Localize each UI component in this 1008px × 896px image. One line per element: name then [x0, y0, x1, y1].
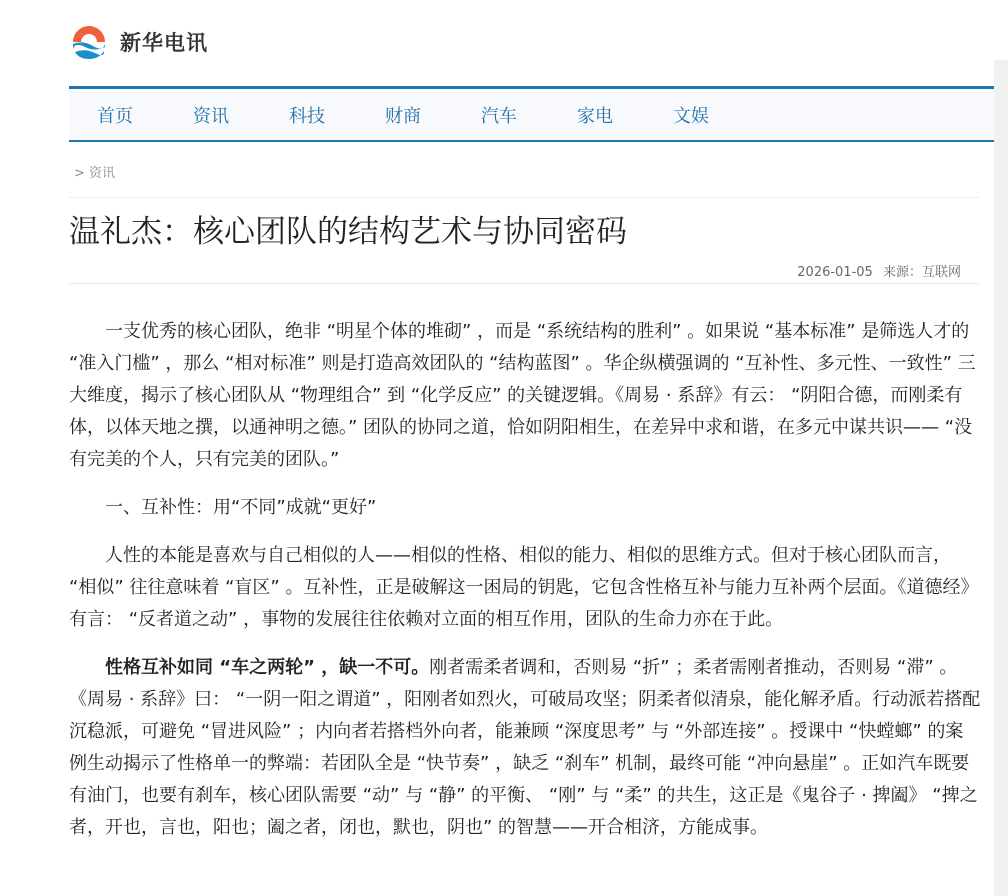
main-nav: [69, 86, 1008, 142]
logo-icon: [69, 22, 109, 62]
article-date: 2026-01-05: [797, 265, 873, 280]
breadcrumb-separator: >: [74, 166, 85, 181]
paragraph-text: 刚者需柔者调和，否则易 “折” ；柔者需刚者推动，否则易 “滞” 。《周易 · 系辞》曰： “一阴一阳之谓道” ，阳刚者如烈火，可破局攻坚；阴柔者似清泉，能化解矛盾。行动派若搭配沉稳派，可避免 “冒进风险” ；内向者若搭档外向者，能兼顾 “深度思考” 与 “外部连接” 。授课中 “快螳螂” 的案例生动揭示了性格单一的弊端：若团队全是 “快节奏” ，缺乏 “刹车” 机制，最终可能 “冲向悬崖” 。正如汽车既要有油门，也要有刹车，核心团队需要 “动” 与 “静” 的平衡、 “刚” 与 “柔” 的共生，这正是《鬼谷子 · 捭阖》 “捭之者，开也，言也，阳也；阖之者，闭也，默也，阴也” 的智慧——开合相济，方能成事。: [69, 657, 981, 838]
bold-lead: 性格互补如同 “车之两轮” ，缺一不可。: [105, 657, 430, 678]
nav-home[interactable]: 首页: [97, 105, 133, 127]
divider: [69, 197, 979, 198]
nav-auto[interactable]: 汽车: [481, 105, 517, 127]
breadcrumb-current[interactable]: 资讯: [89, 166, 116, 181]
site-logo[interactable]: [69, 22, 208, 62]
paragraph: 人性的本能是喜欢与自己相似的人——相似的性格、相似的能力、相似的思维方式。但对于核心团队而言， “相似” 往往意味着 “盲区” 。互补性，正是破解这一困局的钥匙，它包含性格互补与能力互补两个层面。《道德经》有言： “反者道之动” ，事物的发展往往依赖对立面的相互作用，团队的生命力亦在于此。: [69, 545, 979, 630]
nav-finance[interactable]: 财商: [385, 105, 421, 127]
paragraph: [69, 652, 981, 844]
divider: [69, 283, 979, 284]
brand-name: 新华电讯: [120, 31, 208, 55]
scrollbar[interactable]: [994, 60, 1008, 896]
page-title: 温礼杰：核心团队的结构艺术与协同密码: [69, 214, 627, 250]
article-meta: [797, 261, 961, 280]
nav-appliance[interactable]: 家电: [577, 105, 613, 127]
nav-news[interactable]: 资讯: [193, 105, 229, 127]
breadcrumb: [74, 162, 115, 181]
nav-tech[interactable]: 科技: [289, 105, 325, 127]
article-body: [69, 316, 981, 860]
paragraph: 一支优秀的核心团队，绝非 “明星个体的堆砌” ，而是 “系统结构的胜利” 。如果说 “基本标准” 是筛选人才的 “准入门槛” ，那么 “相对标准” 则是打造高效团队的 “结构蓝图” 。华企纵横强调的 “互补性、多元性、一致性” 三大维度，揭示了核心团队从 “物理组合” 到 “化学反应” 的关键逻辑。《周易 · 系辞》有云： “阴阳合德，而刚柔有体，以体天地之撰，以通神明之德。” 团队的协同之道，恰如阴阳相生，在差异中求和谐，在多元中谋共识—— “没有完美的个人，只有完美的团队。”: [69, 321, 976, 470]
article-source: 来源：互联网: [882, 265, 961, 280]
nav-entertainment[interactable]: 文娱: [673, 105, 709, 127]
section-heading: 一、互补性：用“不同”成就“更好”: [105, 497, 377, 518]
